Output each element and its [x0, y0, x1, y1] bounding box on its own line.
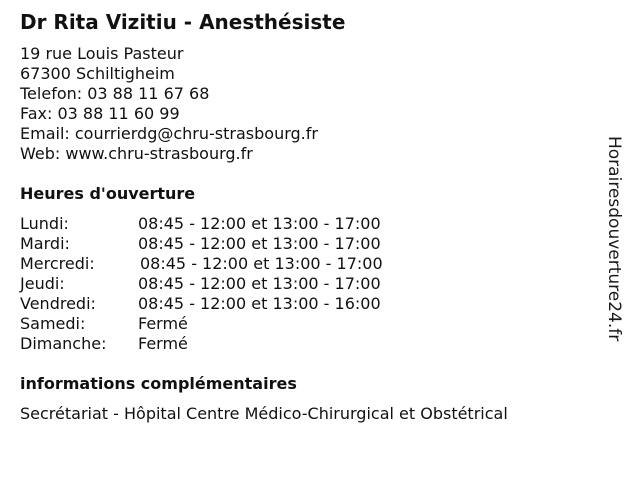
day-label: Lundi: — [20, 214, 69, 233]
hours-row-mercredi — [20, 254, 440, 274]
day-hours: 08:45 - 12:00 et 13:00 - 17:00 — [138, 234, 381, 253]
day-label: Samedi: — [20, 314, 86, 333]
opening-hours-heading: Heures d'ouverture — [20, 184, 196, 203]
hours-row-vendredi — [20, 294, 440, 314]
day-hours: 08:45 - 12:00 et 13:00 - 16:00 — [138, 294, 381, 313]
day-label: Jeudi: — [20, 274, 65, 293]
day-label: Dimanche: — [20, 334, 107, 353]
contact-block — [20, 44, 318, 164]
hours-row-samedi — [20, 314, 440, 334]
hours-row-mardi — [20, 234, 440, 254]
additional-info-heading: informations complémentaires — [20, 374, 297, 393]
day-hours: 08:45 - 12:00 et 13:00 - 17:00 — [138, 274, 381, 293]
page-title: Dr Rita Vizitiu - Anesthésiste — [20, 10, 346, 34]
fax-number: Fax: 03 88 11 60 99 — [20, 104, 180, 123]
address-city: 67300 Schiltigheim — [20, 64, 175, 83]
day-label: Vendredi: — [20, 294, 96, 313]
hours-row-jeudi — [20, 274, 440, 294]
hours-row-lundi — [20, 214, 440, 234]
opening-hours-table — [20, 214, 440, 354]
day-label: Mardi: — [20, 234, 70, 253]
day-hours: 08:45 - 12:00 et 13:00 - 17:00 — [138, 214, 381, 233]
hours-row-dimanche — [20, 334, 440, 354]
additional-info-text: Secrétariat - Hôpital Centre Médico-Chirurgical et Obstétrical — [20, 404, 508, 423]
site-watermark: Horairesdouverture24.fr — [604, 136, 624, 342]
address-street: 19 rue Louis Pasteur — [20, 44, 184, 63]
email-address: Email: courrierdg@chru-strasbourg.fr — [20, 124, 318, 143]
day-hours: Fermé — [138, 334, 188, 353]
day-hours: 08:45 - 12:00 et 13:00 - 17:00 — [140, 254, 383, 273]
day-hours: Fermé — [138, 314, 188, 333]
phone-number: Telefon: 03 88 11 67 68 — [20, 84, 210, 103]
website-address: Web: www.chru-strasbourg.fr — [20, 144, 253, 163]
day-label: Mercredi: — [20, 254, 95, 273]
